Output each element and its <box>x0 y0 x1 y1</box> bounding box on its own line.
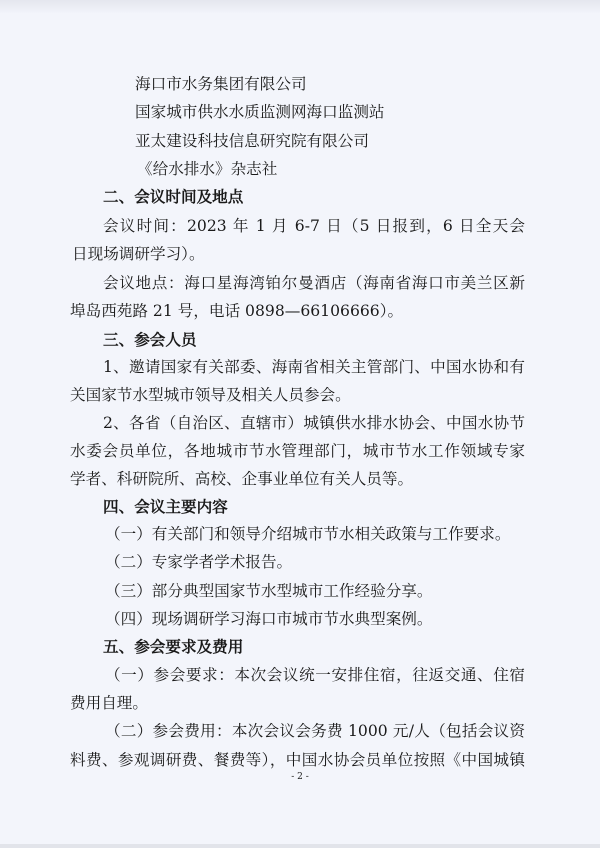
section-heading: 二、会议时间及地点 <box>103 187 244 206</box>
paragraph-line: 料费、参观调研费、餐费等），中国水协会员单位按照《中国城镇 <box>70 751 525 769</box>
page-number: - 2 - <box>291 772 309 782</box>
paragraph-line: 学者、科研院所、高校、企事业单位有关人员等。 <box>70 470 414 488</box>
list-item: （四）现场调研学习海口市城市节水典型案例。 <box>105 610 433 628</box>
paragraph-line: 水委会员单位，各地城市节水管理部门，城市节水工作领域专家 <box>70 442 525 460</box>
scan-edge <box>0 844 600 848</box>
list-item: （三）部分典型国家节水型城市工作经验分享。 <box>105 582 433 600</box>
organizer-line: 亚太建设科技信息研究院有限公司 <box>135 132 369 150</box>
organizer-line: 《给水排水》杂志社 <box>137 160 278 178</box>
paragraph-line: 关国家节水型城市领导及相关人员参会。 <box>70 386 351 404</box>
section-heading: 三、参会人员 <box>103 330 197 349</box>
organizer-line: 海口市水务集团有限公司 <box>135 75 307 93</box>
paragraph-line: 会议地点：海口星海湾铂尔曼酒店（海南省海口市美兰区新 <box>103 274 525 292</box>
paragraph-line: 日现场调研学习）。 <box>72 245 205 263</box>
paragraph-line: （二）参会费用：本次会议会务费 1000 元/人（包括会议资 <box>105 722 525 740</box>
section-heading: 五、参会要求及费用 <box>103 637 244 656</box>
paragraph-line: 2、各省（自治区、直辖市）城镇供水排水协会、中国水协节 <box>103 414 525 432</box>
list-item: （二）专家学者学术报告。 <box>105 553 293 571</box>
scan-edge <box>0 0 600 14</box>
paragraph-line: 会议时间：2023 年 1 月 6-7 日（5 日报到，6 日全天会 <box>103 217 525 235</box>
paragraph-line: 1、邀请国家有关部委、海南省相关主管部门、中国水协和有 <box>103 358 525 376</box>
list-item: （一）有关部门和领导介绍城市节水相关政策与工作要求。 <box>105 525 511 543</box>
paragraph-line: （一）参会要求：本次会议统一安排住宿，往返交通、住宿 <box>105 666 525 684</box>
paragraph-line: 埠岛西苑路 21 号，电话 0898—66106666）。 <box>70 302 404 320</box>
organizer-line: 国家城市供水水质监测网海口监测站 <box>135 103 385 121</box>
paragraph-line: 费用自理。 <box>70 694 148 712</box>
section-heading: 四、会议主要内容 <box>103 497 228 516</box>
